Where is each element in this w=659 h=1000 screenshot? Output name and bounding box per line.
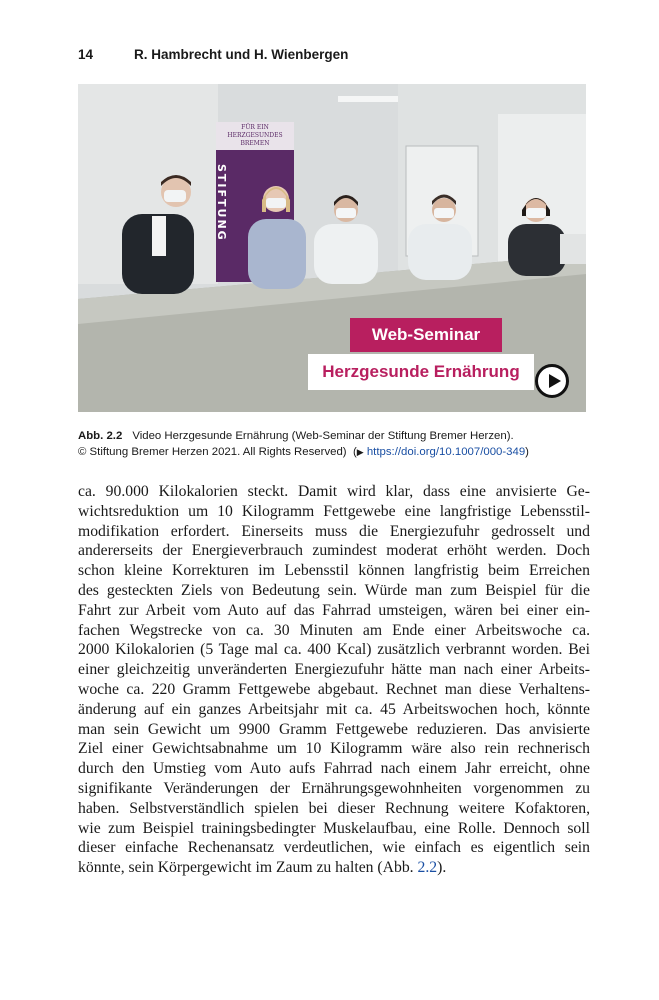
body-line: durch den Umstieg vom Auto aufs Fahrrad nach einem Jahr erreicht, ohne — [78, 760, 590, 778]
caption-copyright: © Stiftung Bremer Herzen 2021. All Rights Reserved) — [78, 446, 347, 458]
body-line: wie zum Beispiel trainingsbedingter Muskelaufbau, eine Rolle. Dennoch soll — [78, 819, 590, 837]
body-line: wichtsreduktion um 10 Kilogramm Fettgewebe eine langfristige Lebensstil- — [78, 502, 590, 520]
play-triangle-icon: ▶ — [356, 447, 364, 457]
body-line: signifikante Veränderungen der Ernährungsgewohnheiten vorgenommen zu — [78, 779, 590, 797]
body-line: 2000 Kilokalorien (5 Tage mal ca. 400 Kcal) zusätzlich verbrannt worden. Bei — [78, 641, 590, 659]
caption-line-2 — [78, 444, 590, 460]
body-line: haben. Selbstverständlich spielen bei dieser Rechnung weitere Kofaktoren, — [78, 799, 590, 817]
caption-link-open: ( — [352, 446, 357, 458]
video-figure[interactable] — [78, 84, 586, 412]
poster-line: BREMEN — [240, 140, 270, 147]
body-line: dieser einfache Rechenansatz verdeutlichen, wie einfach es eigentlich sein — [78, 839, 590, 857]
figure-caption — [78, 428, 590, 460]
body-line: woche ca. 220 Gramm Fettgewebe abgebaut. Rechnet man diese Verhaltens- — [78, 680, 590, 698]
caption-text: Video Herzgesunde Ernährung (Web-Seminar der Stiftung Bremer Herzen). — [132, 430, 514, 442]
body-line: ca. 90.000 Kilokalorien steckt. Damit wird klar, dass eine anvisierte Ge- — [78, 483, 590, 500]
poster-line: HERZGESUNDES — [227, 132, 283, 139]
banner-web-seminar: Web-Seminar — [350, 318, 502, 352]
caption-link-close: ) — [525, 446, 529, 458]
body-text — [78, 482, 590, 878]
poster-vertical-text: STIFTUNG — [215, 164, 228, 242]
caption-line-1 — [78, 428, 590, 444]
body-line: Fahrt zur Arbeit vom Auto auf das Fahrrad umsteigen, wären bei einer ein- — [78, 601, 590, 619]
body-line: des gesteckten Ziels von Bedeutung sein. Würde man zum Beispiel für die — [78, 581, 590, 599]
body-paragraph — [78, 482, 590, 878]
body-line: modifikation erfordert. Einerseits muss die Energiezufuhr gedrosselt und — [78, 522, 590, 540]
poster-line: FÜR EIN — [241, 124, 269, 131]
caption-label: Abb. 2.2 — [78, 430, 123, 442]
body-line-text: ). — [437, 859, 447, 877]
running-header-authors: R. Hambrecht und H. Wienbergen — [134, 47, 349, 62]
body-line: änderung auf ein ganzes Arbeitsjahr mit ca. 45 Arbeitswochen hoch, könnte — [78, 700, 590, 718]
body-line: andererseits der Energieverbrauch zumindest moderat erhöht werden. Doch — [78, 542, 590, 560]
body-line: fachen Wegstrecke von ca. 30 Minuten am Ende einer Arbeitswoche ca. — [78, 621, 590, 639]
body-line-text: könnte, sein Körpergewicht im Zaum zu halten (Abb. — [78, 859, 418, 877]
poster-heading — [218, 124, 292, 148]
play-circle-icon[interactable] — [535, 364, 569, 398]
doi-link[interactable]: https://doi.org/10.1007/000-349 — [366, 446, 526, 458]
page-number: 14 — [78, 47, 94, 62]
figure-reference-link[interactable]: 2.2 — [417, 859, 438, 877]
body-line: schon kleine Korrekturen im Lebensstil können langfristig beim Erreichen — [78, 562, 590, 580]
banner-video-title: Herzgesunde Ernährung — [308, 354, 534, 390]
body-line: man sein Gewicht um 9900 Gramm Fettgewebe reduzieren. Das anvisierte — [78, 720, 590, 738]
running-header — [78, 47, 588, 67]
body-line: Ziel einer Gewichtsabnahme um 10 Kilogramm wäre also rein rechnerisch — [78, 740, 590, 758]
body-line: einer gleichzeitig unveränderten Energiezufuhr hätte man nach einer Arbeits- — [78, 661, 590, 679]
body-line — [78, 858, 590, 878]
